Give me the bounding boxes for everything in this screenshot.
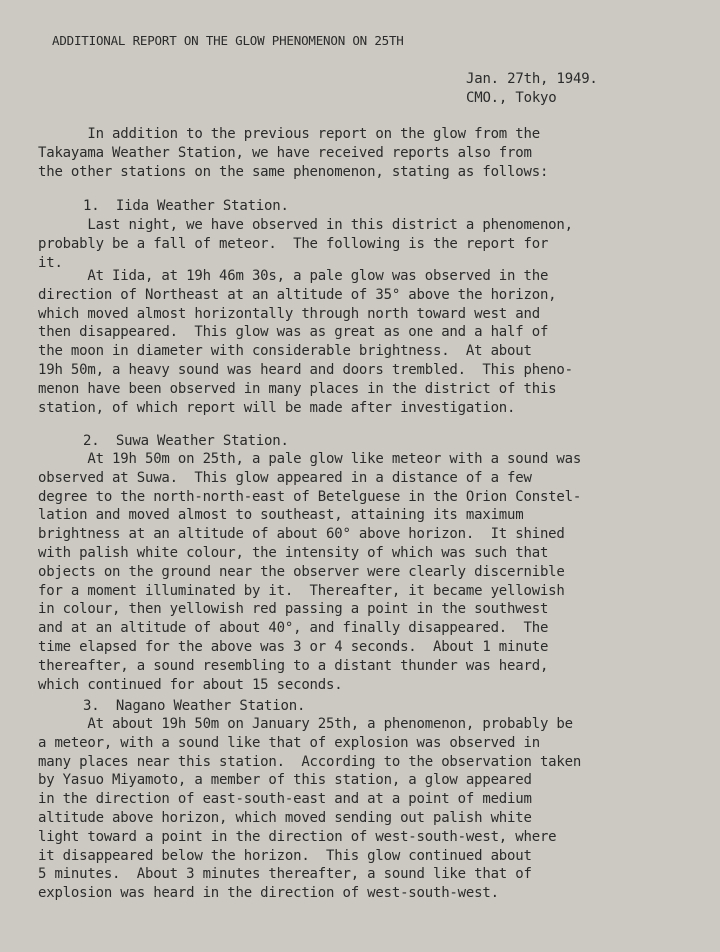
issuing-office: CMO., Tokyo [466,89,557,106]
document-date: Jan. 27th, 1949. [466,71,598,87]
text-line: for a moment illuminated by it. Thereafter, it became yellowish [38,582,565,599]
text-line: by Yasuo Miyamoto, a member of this station, a glow appeared [38,772,532,789]
text-line: In addition to the previous report on the glow from the [38,126,540,142]
nagano-paragraph [38,715,581,903]
text-line: many places near this station. According to the observation taken [38,753,582,770]
section-heading-nagano: 3. Nagano Weather Station. [83,698,306,714]
text-line: lation and moved almost to southeast, attaining its maximum [38,507,524,524]
text-line: in colour, then yellowish red passing a point in the southwest [38,601,549,618]
text-line: which continued for about 15 seconds. [38,676,343,693]
text-line: time elapsed for the above was 3 or 4 seconds. About 1 minute [38,638,549,655]
intro-paragraph [38,125,548,181]
text-line: degree to the north-north-east of Betelguese in the Orion Constel- [38,488,582,505]
document-title: ADDITIONAL REPORT ON THE GLOW PHENOMENON ON 25TH [52,33,404,48]
text-line: Last night, we have observed in this district a phenomenon, [38,217,573,233]
text-line: which moved almost horizontally through north toward west and [38,305,540,322]
text-line: the other stations on the same phenomenon, stating as follows: [38,163,549,180]
text-line: At 19h 50m on 25th, a pale glow like meteor with a sound was [38,451,582,467]
text-line: and at an altitude of about 40°, and finally disappeared. The [38,620,549,637]
text-line: objects on the ground near the observer were clearly discernible [38,563,565,580]
section-heading-suwa: 2. Suwa Weather Station. [83,433,289,449]
suwa-paragraph [38,450,581,694]
text-line: thereafter, a sound resembling to a distant thunder was heard, [38,657,549,674]
text-line: At Iida, at 19h 46m 30s, a pale glow was observed in the [38,268,549,284]
iida-paragraph-2 [38,267,573,417]
text-line: altitude above horizon, which moved sending out palish white [38,809,532,826]
text-line: 19h 50m, a heavy sound was heard and doors trembled. This pheno- [38,361,573,378]
text-line: it. [38,254,63,271]
text-line: then disappeared. This glow was as great as one and a half of [38,324,549,341]
text-line: in the direction of east-south-east and at a point of medium [38,791,532,808]
text-line: probably be a fall of meteor. The following is the report for [38,235,549,252]
text-line: brightness at an altitude of about 60° above horizon. It shined [38,526,565,543]
text-line: light toward a point in the direction of west-south-west, where [38,828,557,845]
text-line: with palish white colour, the intensity of which was such that [38,544,549,561]
date-block [466,70,598,108]
text-line: 5 minutes. About 3 minutes thereafter, a sound like that of [38,866,532,883]
iida-paragraph-1 [38,216,573,272]
text-line: explosion was heard in the direction of west-south-west. [38,885,499,902]
text-line: direction of Northeast at an altitude of 35° above the horizon, [38,286,557,303]
text-line: menon have been observed in many places in the district of this [38,380,557,397]
text-line: the moon in diameter with considerable brightness. At about [38,343,532,360]
text-line: At about 19h 50m on January 25th, a phenomenon, probably be [38,716,573,732]
text-line: a meteor, with a sound like that of explosion was observed in [38,734,540,751]
text-line: station, of which report will be made after investigation. [38,399,516,416]
text-line: it disappeared below the horizon. This glow continued about [38,847,532,864]
text-line: observed at Suwa. This glow appeared in a distance of a few [38,469,532,486]
section-heading-iida: 1. Iida Weather Station. [83,198,289,214]
text-line: Takayama Weather Station, we have received reports also from [38,144,532,161]
